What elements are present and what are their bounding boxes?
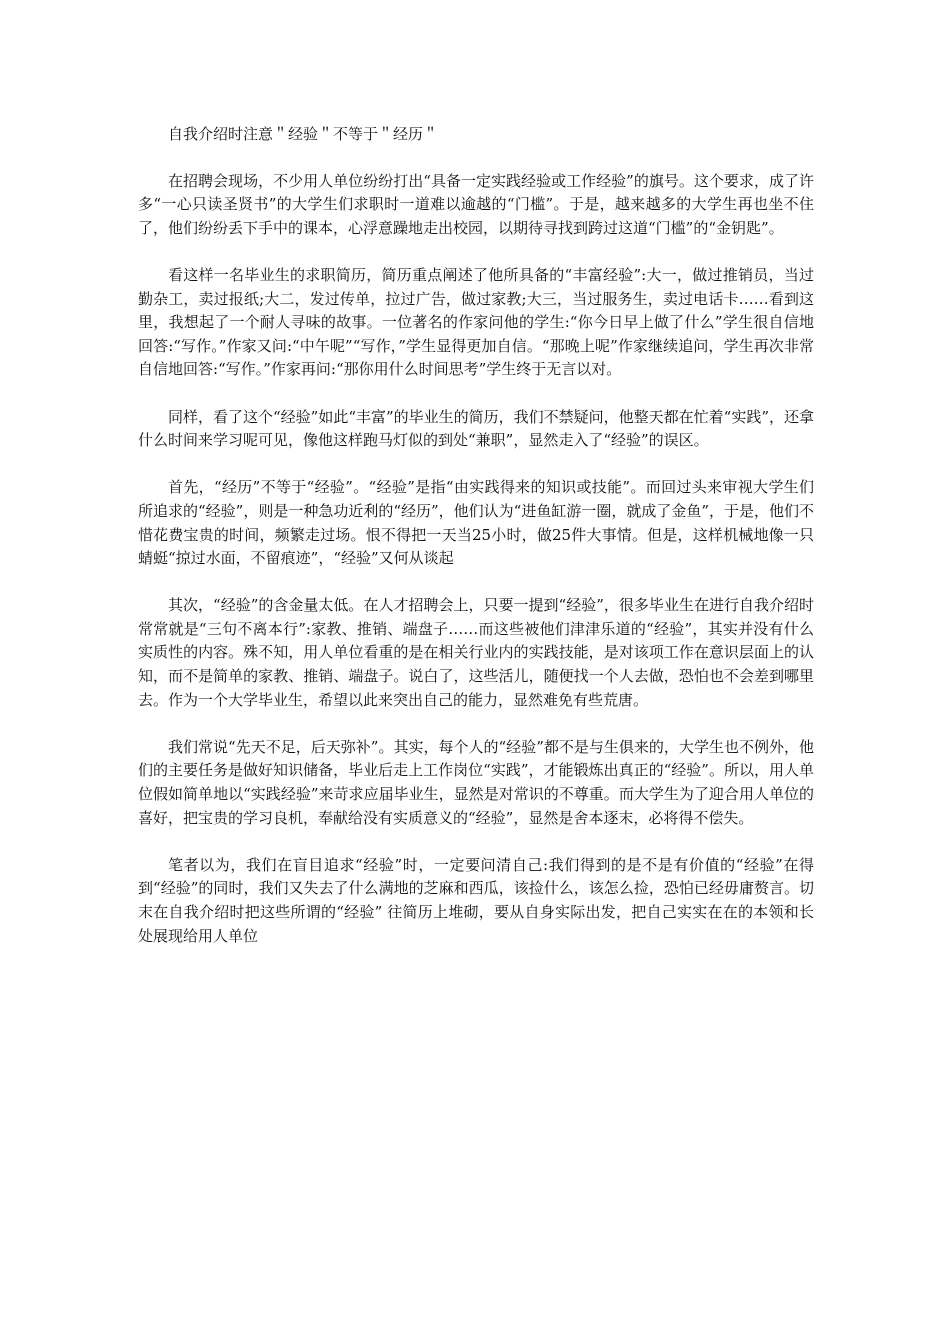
document-body <box>138 123 814 972</box>
paragraph-7: 笔者以为，我们在盲目追求“经验”时，一定要问清自己:我们得到的是不是有价值的“经验”在得到“经验”的同时，我们又失去了什么满地的芝麻和西瓜，该捡什么，该怎么捡，恐怕已经毋庸赘言。切末在自我介绍时把这些所谓的“经验” 往简历上堆砌，要从自身实际出发，把自己实实在在的本领和长处展现给用人单位 <box>138 855 814 945</box>
document-title: 自我介绍时注意＂经验＂不等于＂经历＂ <box>168 125 439 143</box>
paragraph-1: 在招聘会现场，不少用人单位纷纷打出“具备一定实践经验或工作经验”的旗号。这个要求，成了许多“一心只读圣贤书”的大学生们求职时一道难以逾越的“门槛”。于是，越来越多的大学生再也坐不住了，他们纷纷丢下手中的课本，心浮意躁地走出校园，以期待寻找到跨过这道“门槛”的“金钥匙”。 <box>138 171 814 237</box>
paragraph-6: 我们常说“先天不足，后天弥补”。其实，每个人的“经验”都不是与生俱来的，大学生也不例外，他们的主要任务是做好知识储备，毕业后走上工作岗位“实践”，才能锻炼出真正的“经验”。所以，用人单位假如简单地以“实践经验”来苛求应届毕业生，显然是对常识的不尊重。而大学生为了迎合用人单位的喜好，把宝贵的学习良机，奉献给没有实质意义的“经验”，显然是舍本逐末，必将得不偿失。 <box>138 737 814 827</box>
paragraph-5: 其次，“经验”的含金量太低。在人才招聘会上，只要一提到“经验”，很多毕业生在进行自我介绍时常常就是“三句不离本行”:家教、推销、端盘子……而这些被他们津津乐道的“经验”，其实并没有什么实质性的内容。殊不知，用人单位看重的是在相关行业内的实践技能，是对该项工作在意识层面上的认知，而不是简单的家教、推销、端盘子。说白了，这些活儿，随便找一个人去做，恐怕也不会差到哪里去。作为一个大学毕业生，希望以此来突出自己的能力，显然难免有些荒唐。 <box>138 596 814 709</box>
paragraph-3: 同样，看了这个“经验”如此“丰富”的毕业生的简历，我们不禁疑问，他整天都在忙着“实践”，还拿什么时间来学习呢可见，像他这样跑马灯似的到处“兼职”，显然走入了“经验”的误区。 <box>138 407 815 450</box>
paragraph-4: 首先，“经历”不等于“经验”。“经验”是指“由实践得来的知识或技能”。而回过头来审视大学生们所追求的“经验”，则是一种急功近利的“经历”，他们认为“进鱼缸游一圈，就成了金鱼”，于是，他们不惜花费宝贵的时间，频繁走过场。恨不得把一天当25小时，做25件大事情。但是，这样机械地像一只蜻蜓“掠过水面，不留痕迹”，“经验”又何从谈起 <box>138 478 815 568</box>
paragraph-2: 看这样一名毕业生的求职简历，简历重点阐述了他所具备的“丰富经验”:大一，做过推销员，当过勤杂工，卖过报纸;大二，发过传单，拉过广告，做过家教;大三，当过服务生，卖过电话卡……看到这里，我想起了一个耐人寻味的故事。一位著名的作家问他的学生:“你今日早上做了什么”学生很自信地回答:“写作。”作家又问:“中午呢”“写作，”学生显得更加自信。“那晚上呢”作家继续追问，学生再次非常自信地回答:“写作。”作家再问:“那你用什么时间思考”学生终于无言以对。 <box>138 265 814 379</box>
